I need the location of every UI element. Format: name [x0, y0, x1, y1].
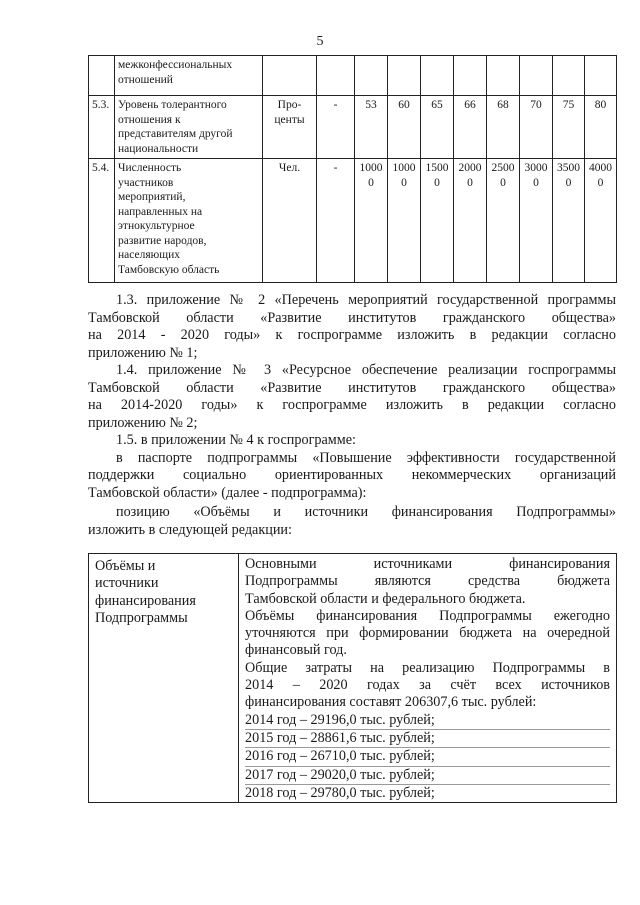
value-cell: 66 — [454, 96, 487, 159]
financing-details: Основными источниками финансирования Подпрограммы являются средства бюджета Тамбовской области и федерального бюджета. Объёмы финансирования Подпрограммы ежегодно уточняются при формировании бюджета на очередной финансовый год. Общие затраты на реализацию Подпрограммы в 2014 – 2020 годах за счёт всех источников финансирования составят 206307,6 тыс. рублей: 2014 год – 29196,0 тыс. рублей; 2015 год – 28861,6 тыс. рублей; 2016 год – 26710,0 тыс. рублей; 2017 год – 29020,0 тыс. рублей; 2018 год – 29780,0 тыс. рублей; — [239, 554, 617, 803]
unit-cell: Чел. — [263, 159, 317, 283]
body-text: 1.3. приложение № 2 «Перечень мероприятий государственной программы Тамбовской области «Развитие институтов гражданского общества» на 2014 - 2020 годы» к госпрограмме изложить в редакции согласно приложению № 1; 1.4. приложение № 3 «Ресурсное обеспечение реализации госпрограммы Тамбовской области «Развитие институтов гражданского общества» на 2014-2020 годы» к госпрограмме изложить в редакции согласно приложению № 2; 1.5. в приложении № 4 к госпрограмме: в паспорте подпрограммы «Повышение эффективности государственной поддержки социально ориентированных некоммерческих организаций Тамбовской области» (далее - подпрограмма): позицию «Объёмы и источники финансирования Подпрограммы» изложить в следующей редакции: — [88, 292, 616, 538]
value-cell: 53 — [355, 96, 388, 159]
table-row — [89, 159, 617, 283]
unit-cell: Про- центы — [263, 96, 317, 159]
value-cell: 80 — [585, 96, 617, 159]
value-cell: 68 — [487, 96, 520, 159]
page-number: 5 — [316, 34, 324, 49]
base-value: - — [317, 159, 355, 283]
year-amount: 2016 год – 26710,0 тыс. рублей; — [245, 748, 610, 766]
row-id: 5.4. — [89, 159, 115, 283]
value-cell: 3000 0 — [520, 159, 553, 283]
value-cell: 75 — [553, 96, 585, 159]
value-cell: 60 — [388, 96, 421, 159]
table-row — [89, 554, 617, 803]
value-cell: 2000 0 — [454, 159, 487, 283]
paragraph: позицию «Объёмы и источники финансирования Подпрограммы» — [116, 504, 616, 520]
paragraph: 1.4. приложение № 3 «Ресурсное обеспечение реализации госпрограммы — [116, 362, 616, 378]
financing-table — [88, 553, 617, 803]
table-row — [89, 96, 617, 159]
value-cell: 65 — [421, 96, 454, 159]
financing-label: Объёмы и источники финансирования Подпрограммы — [89, 554, 239, 803]
year-amount: 2017 год – 29020,0 тыс. рублей; — [245, 767, 610, 785]
value-cell: 70 — [520, 96, 553, 159]
paragraph: 1.3. приложение № 2 «Перечень мероприятий государственной программы — [116, 292, 616, 308]
value-cell: 1000 0 — [355, 159, 388, 283]
year-amount: 2015 год – 28861,6 тыс. рублей; — [245, 730, 610, 748]
paragraph: 1.5. в приложении № 4 к госпрограмме: — [116, 432, 356, 448]
value-cell: 3500 0 — [553, 159, 585, 283]
value-cell: 1000 0 — [388, 159, 421, 283]
paragraph: в паспорте подпрограммы «Повышение эффективности государственной — [116, 449, 616, 466]
indicator-title: межконфессиональных отношений — [115, 56, 263, 96]
value-cell: 1500 0 — [421, 159, 454, 283]
row-id: 5.3. — [89, 96, 115, 159]
value-cell: 4000 0 — [585, 159, 617, 283]
year-amount: 2014 год – 29196,0 тыс. рублей; — [245, 712, 610, 730]
table-row — [89, 56, 617, 96]
indicator-title: Численность участников мероприятий, направленных на этнокультурное развитие народов, населяющих Тамбовскую область — [115, 159, 263, 283]
base-value: - — [317, 96, 355, 159]
year-amount: 2018 год – 29780,0 тыс. рублей; — [245, 784, 435, 801]
value-cell: 2500 0 — [487, 159, 520, 283]
indicators-table — [88, 55, 617, 283]
indicator-title: Уровень толерантного отношения к представителям другой национальности — [115, 96, 263, 159]
